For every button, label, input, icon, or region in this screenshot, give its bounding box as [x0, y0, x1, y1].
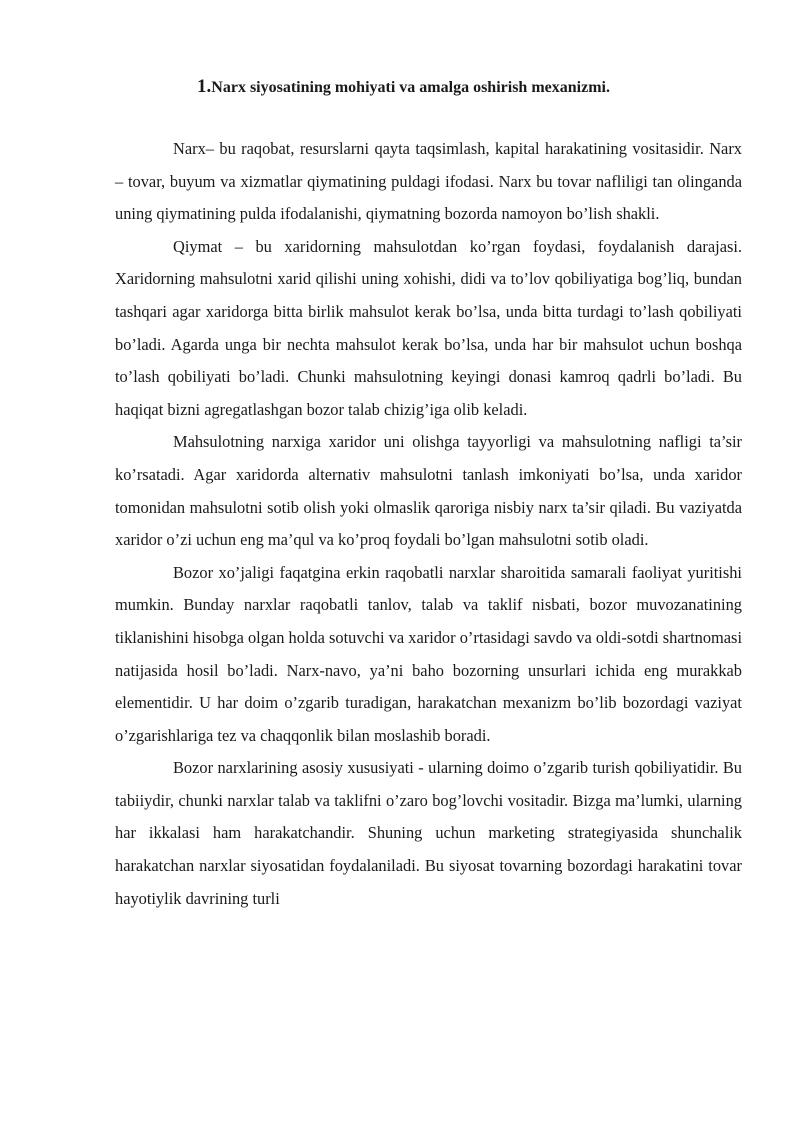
paragraph-1: Narx– bu raqobat, resurslarni qayta taqsimlash, kapital harakatining vositasidir. Narx – tovar, buyum va xizmatlar qiymatining puldagi ifodasi. Narx bu tovar nafliligi tan olinganda uning qiymatining pulda ifodalanishi, qiymatning bozorda namoyon bo’lish shakli.	[115, 139, 742, 224]
paragraph-3: Mahsulotning narxiga xaridor uni olishga tayyorligi va mahsulotning nafligi ta’sir ko’rsatadi. Agar xaridorda alternativ mahsulotni tanlash imkoniyati bo’lsa, unda xaridor tomonidan mahsulotni sotib olish yoki olmaslik qaroriga nisbiy narx ta’sir qiladi. Bu vaziyatda xaridor o’zi uchun eng ma’qul va ko’proq foydali bo’lgan mahsulotni sotib oladi.	[115, 432, 742, 550]
document-page	[115, 76, 742, 915]
section-heading	[115, 76, 742, 99]
paragraph-4: Bozor xo’jaligi faqatgina erkin raqobatli narxlar sharoitida samarali faoliyat yuritishi mumkin. Bunday narxlar raqobatli tanlov, talab va taklif nisbati, bozor muvozanatining tiklanishini hisobga olgan holda sotuvchi va xaridor o’rtasidagi savdo va oldi-sotdi shartnomasi natijasida hosil bo’ladi. Narx-navo, ya’ni baho bozorning unsurlari ichida eng murakkab elementidir. U har doim o’zgarib turadigan, harakatchan mexanizm bo’lib bozordagi vaziyat o’zgarishlariga tez va chaqqonlik bilan moslashib boradi.	[115, 562, 742, 745]
section-title: Narx siyosatining mohiyati va amalga oshirish mexanizmi.	[211, 79, 610, 96]
paragraph-2: Qiymat – bu xaridorning mahsulotdan ko’rgan foydasi, foydalanish darajasi. Xaridorning mahsulotni xarid qilishi uning xohishi, didi va to’lov qobiliyatiga bog’liq, bundan tashqari agar xaridorga bitta birlik mahsulot kerak bo’lsa, unda bitta turdagi to’lash qobiliyati bo’ladi. Agarda unga bir nechta mahsulot kerak bo’lsa, unda har bir mahsulot uchun boshqa to’lash qobiliyati bo’ladi. Chunki mahsulotning keyingi donasi kamroq qadrli bo’ladi. Bu haqiqat bizni agregatlashgan bozor talab chizig’iga olib keladi.	[115, 236, 742, 419]
paragraph-5: Bozor narxlarining asosiy xususiyati - ularning doimo o’zgarib turish qobiliyatidir. Bu tabiiydir, chunki narxlar talab va taklifni o’zaro bog’lovchi vositadir. Bizga ma’lumki, ularning har ikkalasi ham harakatchandir. Shuning uchun marketing strategiyasida shunchalik harakatchan narxlar siyosatidan foydalaniladi. Bu siyosat tovarning bozordagi harakatini tovar hayotiylik davrining turli	[115, 758, 742, 908]
section-number: 1.	[197, 76, 212, 97]
